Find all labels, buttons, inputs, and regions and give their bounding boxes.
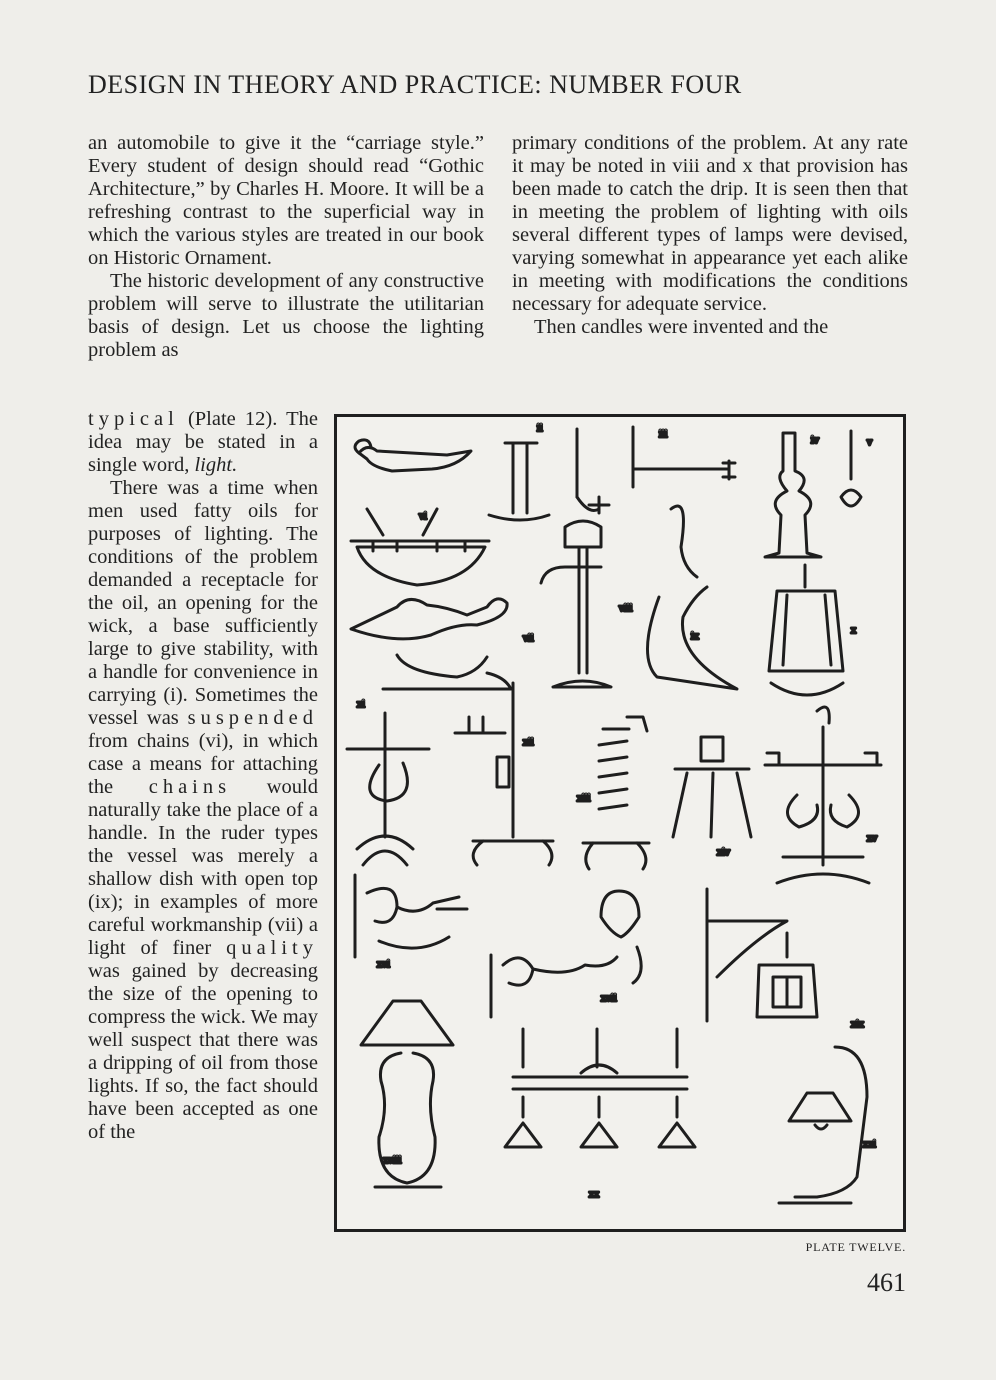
paragraph: an automobile to give it the “carriage style.” Every student of design should read “Gothic Architecture,” by Charles H. Moore. It will be a refreshing contrast to the superficial way in which the various styles are treated in our book on Historic Ornament. — [88, 132, 484, 269]
plate-label-xiv: xiv — [717, 847, 730, 858]
lamp-i-drawing — [355, 440, 471, 471]
plate-label-xxi: xxi — [863, 1139, 876, 1150]
plate-label-xvi: xvi — [377, 959, 390, 970]
lamp-xiii-drawing — [583, 717, 649, 869]
plate-label-xvii: xvii — [601, 993, 617, 1004]
lamp-xxi-drawing — [779, 1047, 867, 1203]
lamp-v-drawing — [841, 431, 861, 506]
plate-label-iv: iv — [811, 435, 819, 446]
text-run: would naturally take the place of a handle. In the ruder types the vessel was merely a shallow dish with open top (ix); in examples of more careful workmanship (vii) a light of finer — [88, 776, 319, 959]
plate-label-ii: ii — [537, 423, 543, 434]
spaced-word: suspended — [187, 707, 318, 729]
lamp-xx-drawing — [505, 1029, 695, 1147]
paragraph — [88, 477, 318, 1144]
paragraph: Then candles were invented and the — [534, 316, 829, 338]
plate-label-iii: iii — [659, 429, 668, 440]
lamp-xii-drawing — [455, 683, 553, 865]
plate-label-xviii: xviii — [383, 1155, 402, 1166]
paragraph: The historic development of any constructive problem will serve to illustrate the utilitarian basis of design. Let us choose the lighting problem as — [88, 270, 484, 361]
italic-word: light. — [194, 454, 238, 476]
lamp-x-drawing — [769, 565, 843, 695]
plate-label-vii: vii — [523, 633, 534, 644]
spaced-word: chains — [148, 776, 232, 798]
spaced-word: quality — [226, 937, 318, 959]
paragraph — [88, 408, 318, 477]
text-run: (Plate 12). The idea may be stated in a single word, — [88, 408, 318, 476]
spaced-word: typical — [88, 408, 179, 430]
paragraph: primary conditions of the problem. At any rate it may be noted in viii and x that provision has been made to catch the drip. It is seen then that in meeting the problem of lighting with oils several different types of lamps were devised, varying somewhat in appearance yet each alike in meeting with modifications the conditions necessary for adequate service. — [512, 132, 908, 315]
plate-label-xv: xv — [867, 833, 877, 844]
lamp-iv-drawing — [765, 433, 821, 557]
wall-candle-drawing — [577, 429, 609, 513]
lamp-drawings — [337, 417, 903, 1229]
aladdin-lamp-drawing — [351, 599, 511, 689]
lamp-xix-drawing — [707, 889, 817, 1021]
page-number: 461 — [867, 1268, 906, 1297]
left-column-top — [88, 132, 484, 362]
plate-label-x: x — [851, 625, 856, 636]
lamp-xvi-drawing — [355, 875, 467, 957]
plate-label-xii: xii — [523, 737, 534, 748]
text-run: There was a time when men used fatty oils for purposes of lighting. The conditions of the problem demanded a receptacle for the oil, an opening for the wick, a base sufficiently large to give stability, with a handle for convenience in carrying (i). Sometimes the vessel was — [88, 477, 318, 729]
plate-label-viii: viii — [619, 603, 633, 614]
plate-label-xiii: xiii — [577, 793, 591, 804]
plate-label-xi: xi — [357, 699, 365, 710]
plate-label-xx: xx — [589, 1189, 599, 1200]
lamp-ii-drawing — [489, 443, 549, 520]
plate-caption: PLATE TWELVE. — [805, 1240, 906, 1254]
plate-label-vi: vi — [419, 511, 427, 522]
text-run: was gained by decreasing the size of the opening to compress the wick. We may well suspect that there was a dripping of oil from those lights. If so, the fact should have been accepted as one of the — [88, 960, 318, 1143]
plate-label-xix: xix — [851, 1019, 864, 1030]
lamp-ix-drawing — [647, 506, 737, 689]
plate-twelve-illustration — [334, 414, 906, 1232]
lamp-iii-drawing — [633, 427, 735, 487]
running-header: DESIGN IN THEORY AND PRACTICE: NUMBER FOUR — [88, 70, 742, 99]
right-column-top — [512, 132, 908, 339]
left-column-narrow — [88, 408, 318, 1144]
lamp-xvii-drawing — [491, 891, 641, 1017]
lamp-xi-drawing — [347, 713, 429, 865]
lamp-xv-drawing — [765, 707, 881, 883]
lamp-xviii-drawing — [361, 1001, 453, 1187]
plate-label-v: v — [867, 437, 872, 448]
plate-label-ix: ix — [691, 631, 699, 642]
text-run: from chains (vi), in which case a means for attaching the — [88, 730, 318, 798]
lamp-vii-drawing — [541, 521, 611, 687]
lamp-xiv-drawing — [673, 737, 751, 837]
